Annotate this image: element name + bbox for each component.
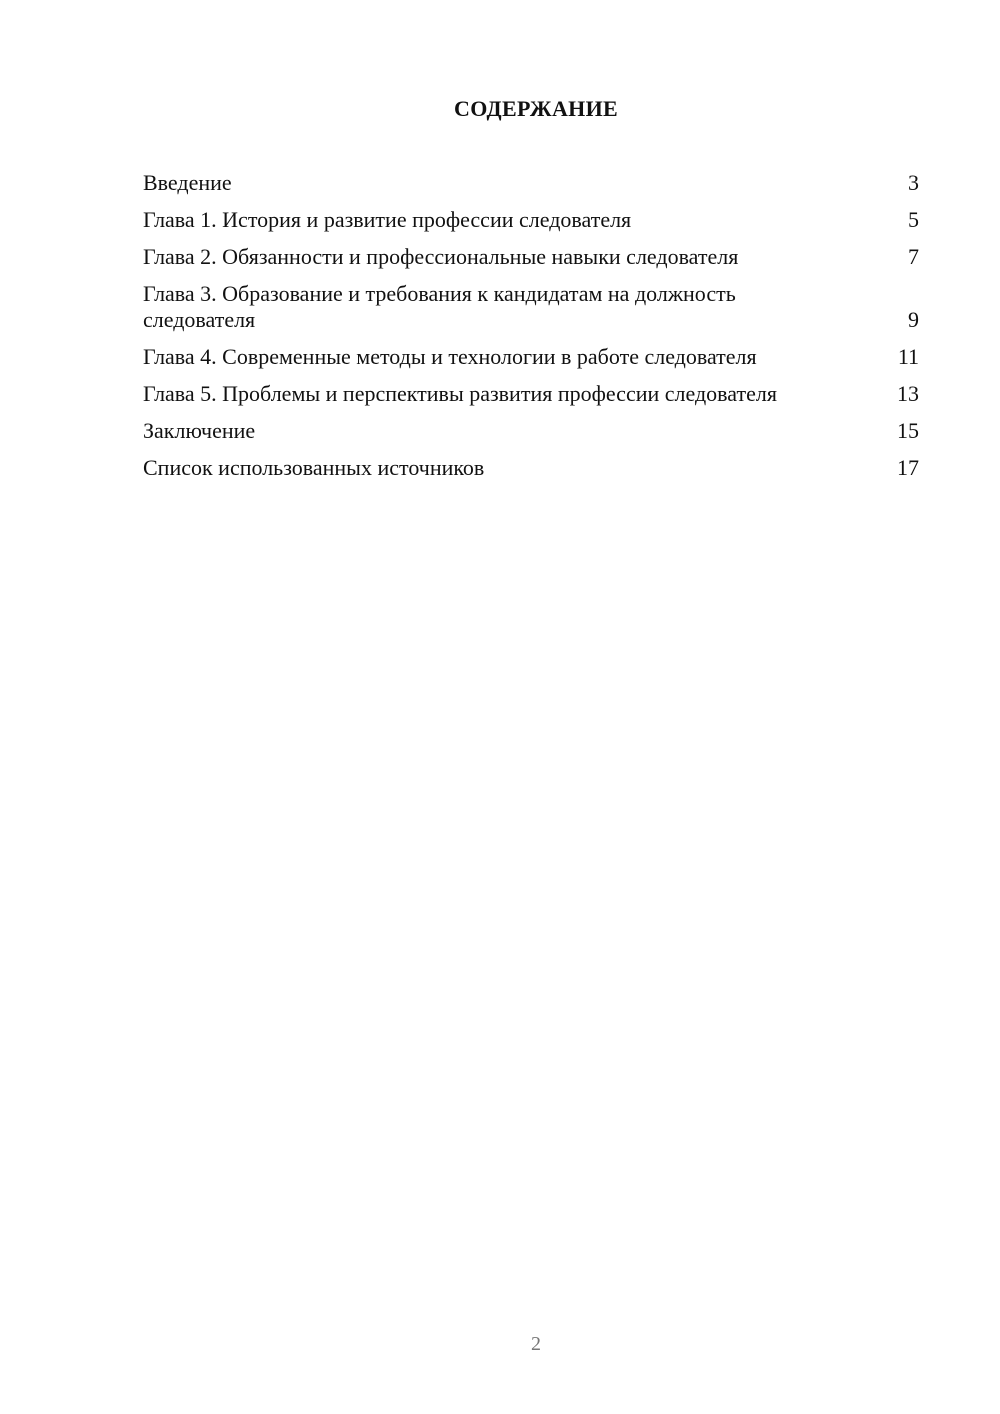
toc-entry-text: Введение <box>143 170 232 195</box>
toc-entry-chapter-1 <box>143 207 919 233</box>
toc-entry-references <box>143 455 919 481</box>
toc-entry-text: Глава 2. Обязанности и профессиональные навыки следователя <box>143 244 739 269</box>
toc-entry-page: 9 <box>908 307 919 332</box>
toc-entry-chapter-3 <box>143 281 919 333</box>
toc-entry-text: Список использованных источников <box>143 455 485 480</box>
page-title: СОДЕРЖАНИЕ <box>454 96 618 121</box>
toc-entry-text: Глава 4. Современные методы и технологии в работе следователя <box>143 344 757 369</box>
toc-entry-text: Глава 5. Проблемы и перспективы развития профессии следователя <box>143 381 777 406</box>
toc-entry-page: 13 <box>897 381 919 406</box>
toc-entry-page: 15 <box>897 418 919 443</box>
toc-entry-conclusion <box>143 418 919 444</box>
toc-entry-page: 11 <box>897 344 919 369</box>
toc-entry-chapter-5 <box>143 381 919 407</box>
toc-entry-page: 17 <box>897 455 919 480</box>
toc-entry-page: 7 <box>908 244 919 269</box>
toc-entry-text: Глава 1. История и развитие профессии следователя <box>143 207 632 232</box>
toc-entry-page: 5 <box>908 207 919 232</box>
toc-entry-page: 3 <box>908 170 919 195</box>
toc-entry-text: Заключение <box>143 418 256 443</box>
table-of-contents <box>143 170 919 492</box>
toc-entry-text: Глава 3. Образование и требования к кандидатам на должность следователя <box>143 281 736 332</box>
toc-entry-chapter-2 <box>143 244 919 270</box>
page-number: 2 <box>531 1333 541 1355</box>
toc-entry-chapter-4 <box>143 344 919 370</box>
toc-entry-introduction <box>143 170 919 196</box>
